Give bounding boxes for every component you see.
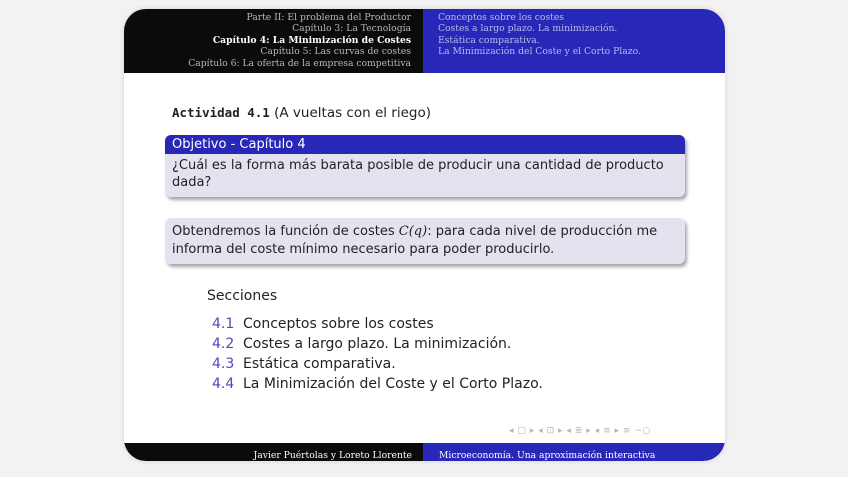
section-item[interactable]: [212, 374, 543, 394]
nav-next-frame-icon[interactable]: ▸: [529, 426, 535, 436]
cost-function-math: C(q): [398, 224, 428, 239]
header-chapter-6-link[interactable]: Capítulo 6: La oferta de la empresa competitiva: [188, 57, 411, 69]
objective-block-title: Objetivo - Capítulo 4: [165, 135, 685, 154]
footer-authors-box: [124, 443, 423, 461]
nav-next-section-icon[interactable]: ▸: [586, 426, 592, 436]
header-chapter-5-link[interactable]: Capítulo 5: Las curvas de costes: [260, 46, 411, 58]
section-label: Estática comparativa.: [243, 356, 396, 372]
section-number: 4.4: [212, 376, 235, 392]
nav-next-subsection-icon[interactable]: ▸: [558, 426, 564, 436]
slide-header: [124, 9, 725, 73]
activity-title: (A vueltas con el riego): [274, 105, 432, 121]
nav-align-icon[interactable]: ≡: [622, 426, 631, 436]
section-item[interactable]: [212, 354, 543, 374]
section-item[interactable]: [212, 314, 543, 334]
section-number: 4.1: [212, 316, 235, 332]
nav-prev-frame-icon[interactable]: ◂: [509, 426, 515, 436]
header-chapter-nav: [124, 9, 423, 73]
nav-search-icon[interactable]: ∽○: [634, 426, 651, 436]
nav-subsection-icon: ⊡: [546, 426, 555, 436]
header-section-4-4-link[interactable]: La Minimización del Coste y el Corto Plazo.: [438, 46, 641, 58]
header-chapter-4-link[interactable]: Capítulo 4: La Minimización de Costes: [212, 34, 411, 46]
beamer-navigation: [509, 426, 651, 436]
header-section-4-1-link[interactable]: Conceptos sobre los costes: [438, 12, 565, 23]
section-number: 4.3: [212, 356, 235, 372]
cost-text-after: : para cada nivel de producción me informa del coste mínimo necesario para poder producirlo.: [172, 224, 658, 257]
activity-heading: [172, 105, 431, 121]
section-item[interactable]: [212, 334, 543, 354]
nav-prev-subsection-icon[interactable]: ◂: [538, 426, 544, 436]
nav-frame-icon: □: [517, 426, 527, 436]
section-number: 4.2: [212, 336, 235, 352]
nav-prev-section-icon[interactable]: ◂: [566, 426, 572, 436]
activity-code: Actividad 4.1: [172, 105, 270, 120]
header-section-4-2-link[interactable]: Costes a largo plazo. La minimización.: [438, 23, 618, 35]
footer-authors: Javier Puértolas y Loreto Llorente: [253, 450, 412, 461]
header-section-4-3-link[interactable]: Estática comparativa.: [438, 34, 540, 46]
nav-part-icon: ≡: [603, 426, 612, 436]
section-label: La Minimización del Coste y el Corto Plazo.: [243, 376, 543, 392]
header-part-link[interactable]: Parte II: El problema del Productor: [246, 12, 411, 23]
objective-block-body: ¿Cuál es la forma más barata posible de producir una cantidad de producto dada?: [172, 158, 664, 190]
sections-list: [212, 314, 543, 394]
section-label: Costes a largo plazo. La minimización.: [243, 336, 512, 352]
sections-title: Secciones: [207, 288, 278, 304]
footer-title: Microeconomía. Una aproximación interactiva: [439, 450, 656, 461]
section-label: Conceptos sobre los costes: [243, 316, 434, 332]
cost-text-before: Obtendremos la función de costes: [172, 224, 399, 239]
nav-next-part-icon[interactable]: ▸: [614, 426, 620, 436]
cost-function-text: [165, 218, 685, 259]
nav-prev-part-icon[interactable]: ◂: [594, 426, 600, 436]
slide: [124, 9, 725, 461]
slide-footer: [124, 443, 725, 461]
header-section-nav: [423, 9, 725, 73]
cost-function-block: [165, 218, 685, 264]
footer-title-box: [423, 443, 725, 461]
header-chapter-3-link[interactable]: Capítulo 3: La Tecnología: [292, 23, 411, 35]
objective-block: [165, 135, 685, 197]
nav-section-icon: ≣: [574, 426, 583, 436]
